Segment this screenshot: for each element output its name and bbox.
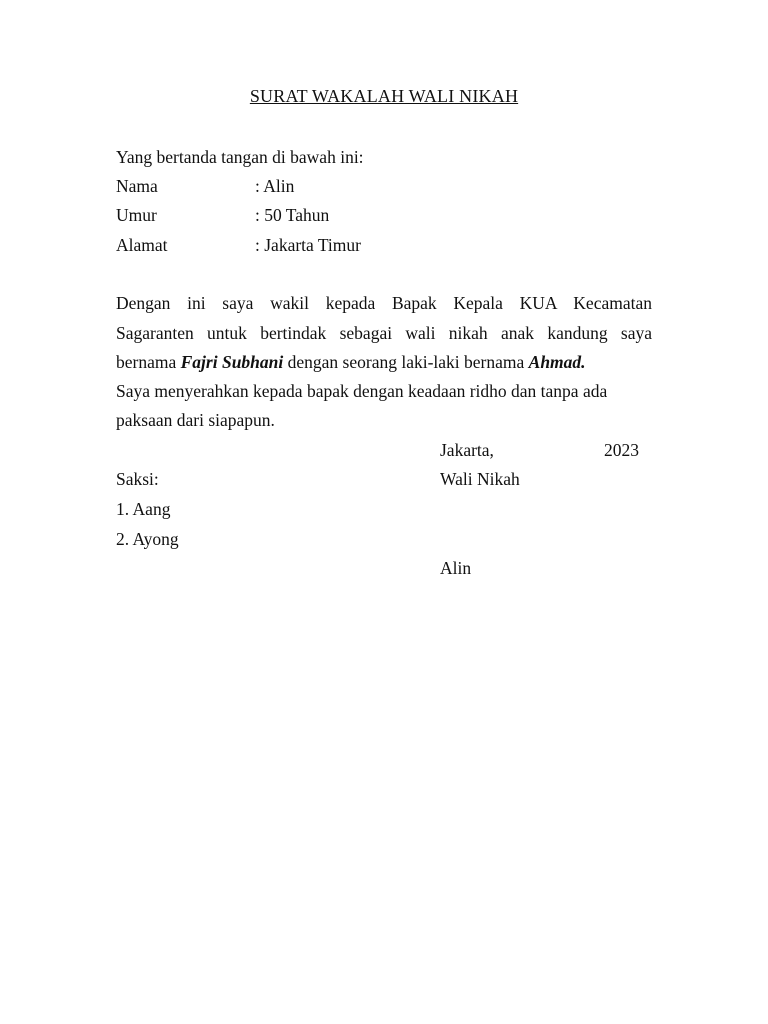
body-line-3-middle: dengan seorang laki-laki bernama — [287, 352, 525, 372]
field-value-alamat: : Jakarta Timur — [255, 235, 361, 255]
groom-name: Ahmad. — [528, 352, 586, 372]
witness-heading: Saksi: — [116, 469, 159, 489]
guardian-signature-name: Alin — [440, 558, 472, 578]
field-label-umur: Umur — [116, 205, 157, 225]
intro-text: Yang bertanda tangan di bawah ini: — [116, 147, 364, 167]
field-value-umur: : 50 Tahun — [255, 205, 330, 225]
body-line-3-prefix: bernama — [116, 352, 177, 372]
field-label-alamat: Alamat — [116, 235, 168, 255]
place-text: Jakarta, — [440, 440, 494, 460]
body-line-1: Dengan ini saya wakil kepada Bapak Kepala KUA Kecamatan — [116, 293, 652, 313]
field-label-nama: Nama — [116, 176, 158, 196]
body-line-5: paksaan dari siapapun. — [116, 410, 275, 430]
guardian-heading: Wali Nikah — [440, 469, 520, 489]
field-value-nama: : Alin — [255, 176, 295, 196]
body-line-3 — [116, 351, 586, 373]
body-line-2: Sagaranten untuk bertindak sebagai wali nikah anak kandung saya — [116, 323, 652, 343]
bride-name: Fajri Subhani — [180, 352, 284, 372]
witness-item: 1. Aang — [116, 499, 171, 519]
year-text: 2023 — [604, 440, 639, 460]
body-line-4: Saya menyerahkan kepada bapak dengan keadaan ridho dan tanpa ada — [116, 381, 608, 401]
witness-item: 2. Ayong — [116, 529, 179, 549]
document-title: SURAT WAKALAH WALI NIKAH — [249, 86, 519, 106]
